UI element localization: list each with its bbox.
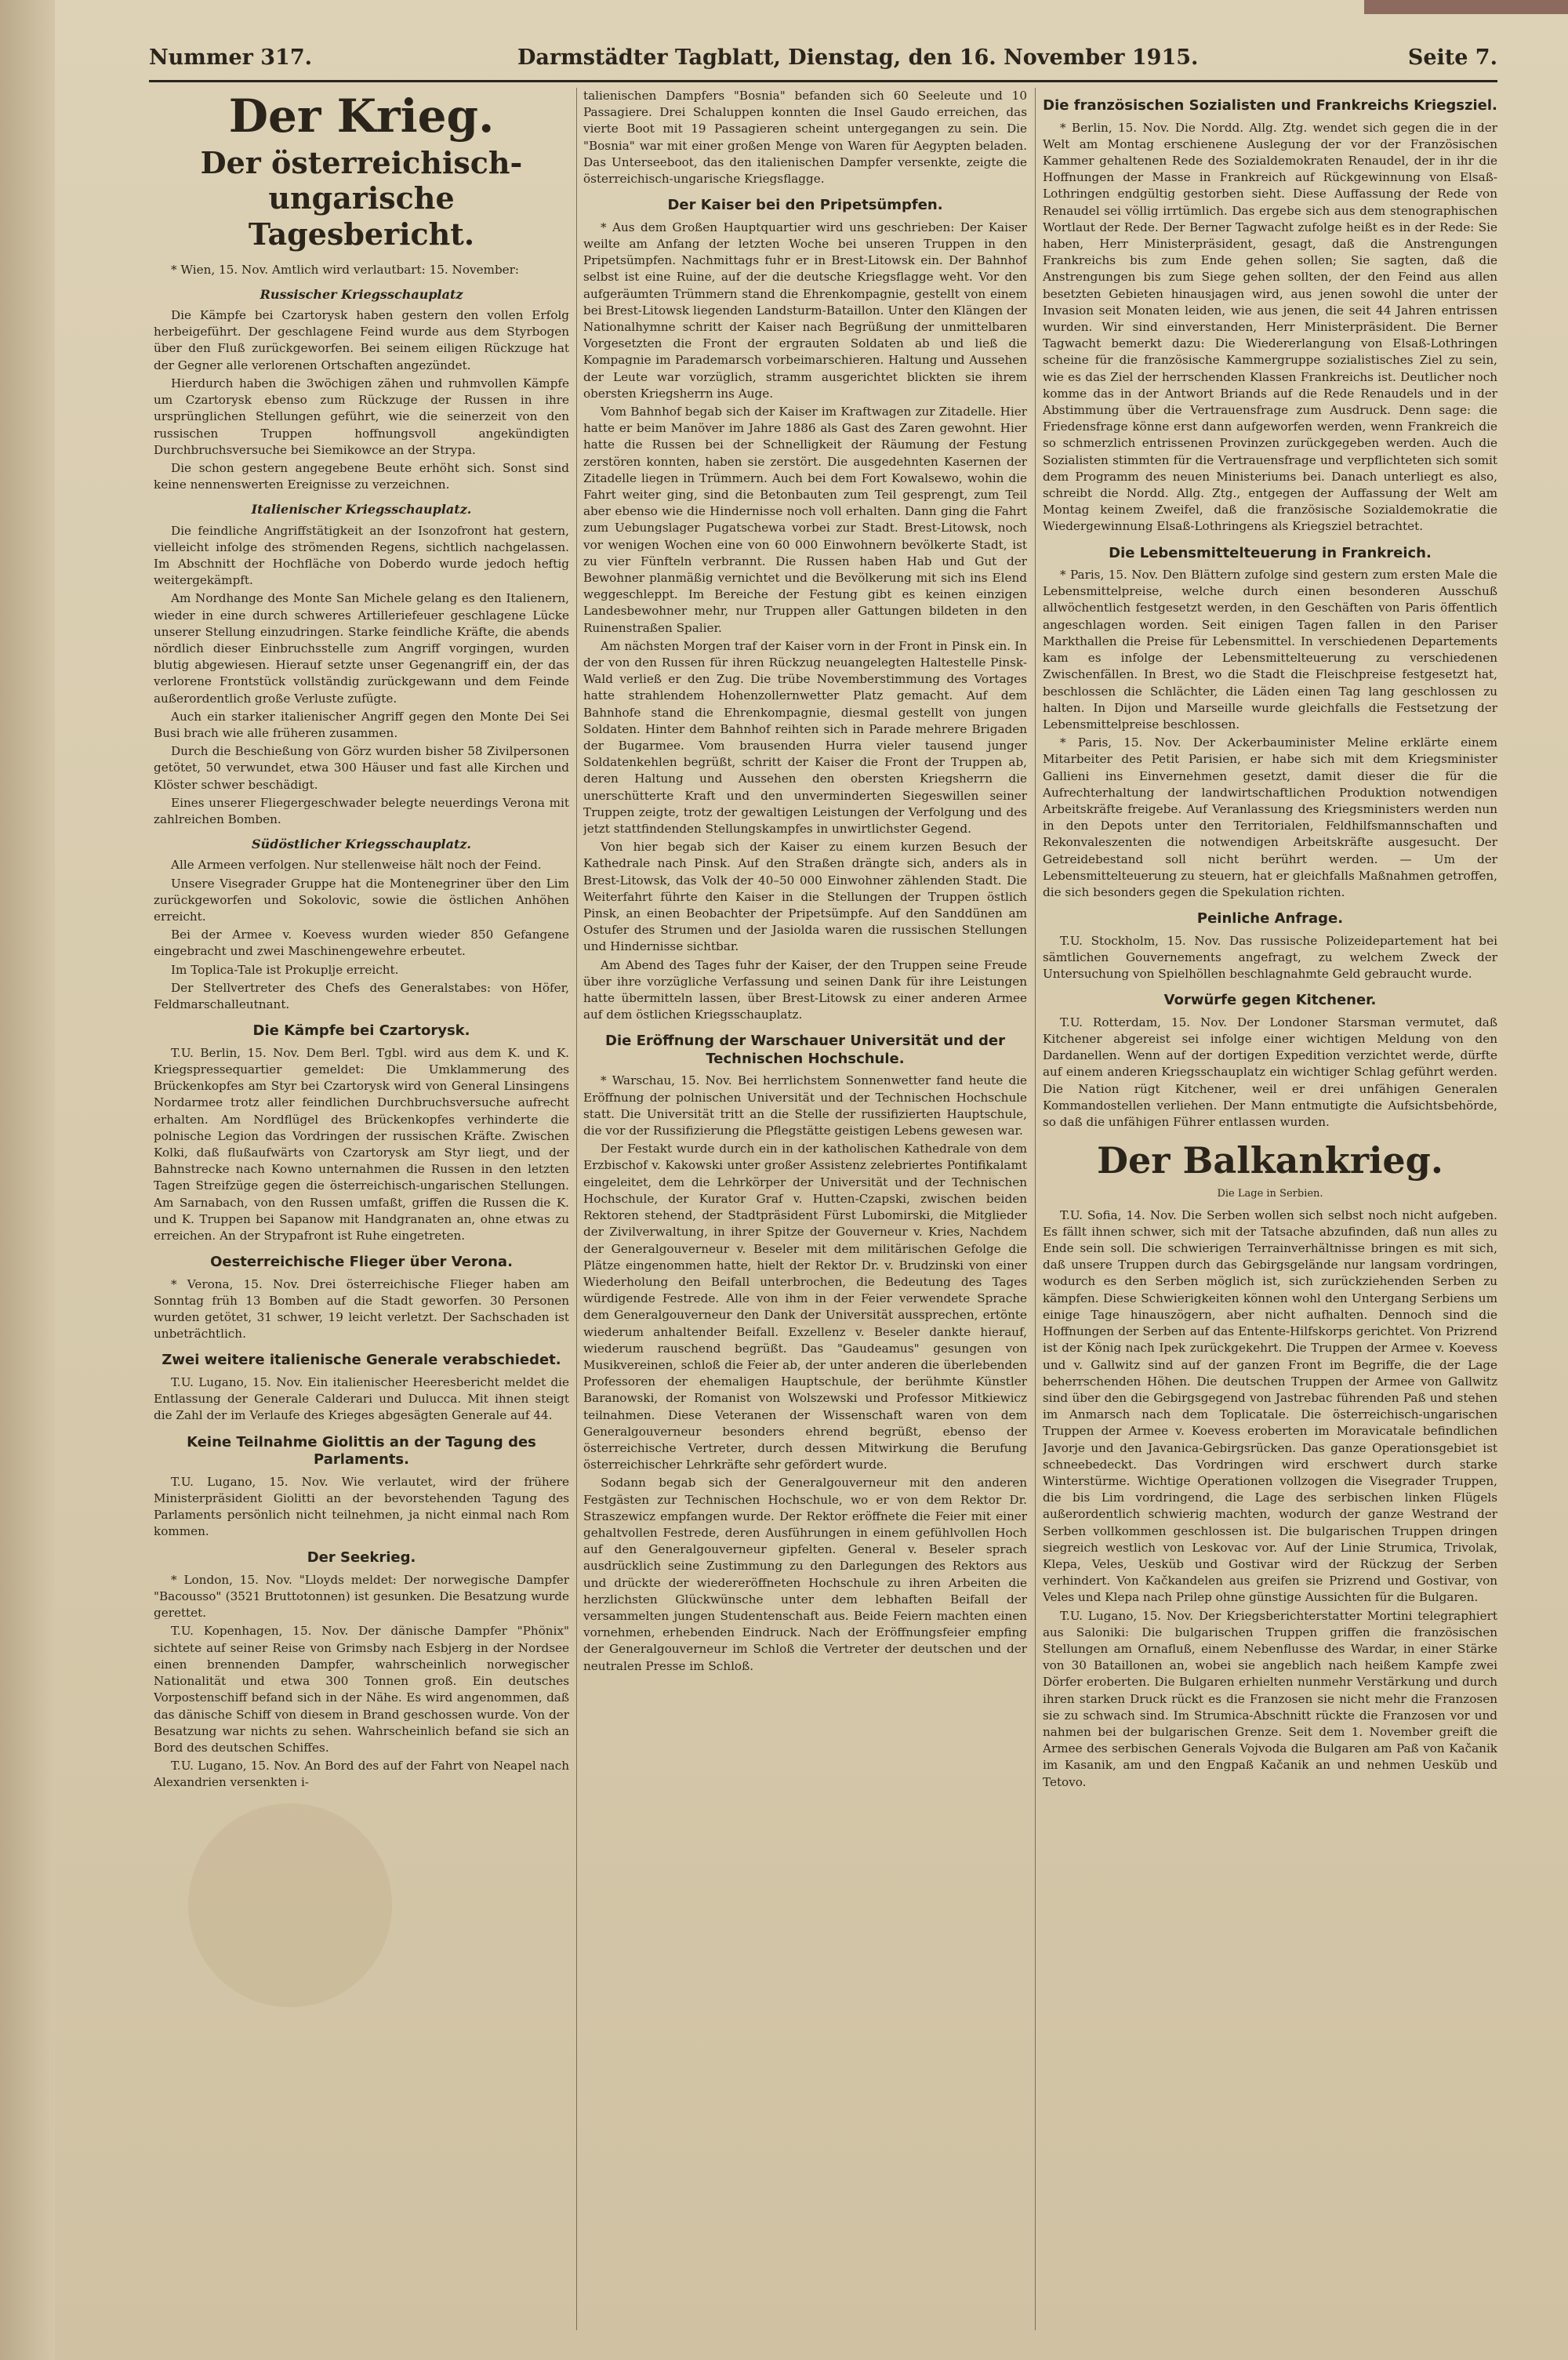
article-paragraph: * Paris, 15. Nov. Der Ackerbauminister Meline erklärte einem Mitarbeiter des Petit Parisien, er habe sich mit dem Kriegsminister Gallieni ins Einvernehmen gesetzt, damit dieser die für die Aufrechterhaltung der landwirtschaftlichen Produktion notwendigen Arbeitskräfte freigebe. Auf Veranlassung des Kriegsministers werden nun in den Depots unter den Territorialen, Feldhilfsmannschaften und Rekonvaleszenten die notwendigen Arbeitskräfte ausgesucht. Der Getreidebestand soll nicht berührt werden. — Um der Lebensmittelteuerung zu steuern, hat er gleichfalls Maßnahmen getroffen, die sich besonders gegen die Spekulation richten.: [1043, 735, 1497, 899]
column-divider: [576, 88, 577, 2330]
article-paragraph: Am Abend des Tages fuhr der Kaiser, der den Truppen seine Freude über ihre vorzügliche Verfassung und seinen Dank für ihre Leistungen hatte übermitteln lassen, über Brest-Litowsk zu einer anderen Armee auf dem östlichen Kriegsschauplatz.: [583, 957, 1027, 1022]
article-paragraph: Eines unserer Fliegergeschwader belegte neuerdings Verona mit zahlreichen Bomben.: [154, 795, 569, 826]
article-headline: Keine Teilnahme Giolittis an der Tagung des Parlaments.: [187, 1433, 536, 1469]
section-heading: Italienischer Kriegsschauplatz.: [251, 502, 472, 517]
article-paragraph: T.U. Sofia, 14. Nov. Die Serben wollen sich selbst noch nicht aufgeben. Es fällt ihnen schwer, sich mit der Tatsache abzufinden, daß nun alles zu Ende sein soll. Die schwierigen Terrainverhältnisse bringen es mit sich, daß unsere Truppen durch das Gebirgsgelände nur langsam vordringen, wodurch es den Serben möglich ist, sich zurückziehenden Serben zu kämpfen. Diese Schwierigkeiten können wohl den Untergang Serbiens um einige Tage hinauszögern, aber nicht aufhalten. Dennoch sind die Hoffnungen der Serben auf das Entente-Hilfskorps gerichtet. Von Prizrend ist der König nach Ipek zurückgekehrt. Die Truppen der Armee v. Koevess und v. Gallwitz sind auf der ganzen Front im Begriffe, die der Lage beherrschenden Höhen. Die deutschen Truppen der Armee von Gallwitz sind über den die Gebirgsgegend von Jastrebac führenden Paß und stehen im Anmarsch nach dem Toplicatale. Die österreichisch-ungarischen Truppen der Armee v. Koevess eroberten im Moravicatale befindlichen Javorje und den Javanica-Gebirgsrücken. Das ganze Operationsgebiet ist schneebedeckt. Das Vordringen wird erschwert durch starke Winterstürme. Wichtige Operationen vollzogen die Visegrader Truppen, die bis Lim vordringend, die Lage des serbischen linken Flügels außerordentlich schwierig machten, wodurch der ganze Westrand der Serben vollkommen geschlossen ist. Die bulgarischen Truppen dringen siegreich westlich von Leskovac vor. Auf der Linie Strumica, Trivolak, Klepa, Veles, Uesküb und Gostivar wird der Rückzug der Serben verhindert. Von Kačkandelen aus greifen sie Prizrend und Gostivar, von Veles und Klepa nach Prilep ohne günstige Aussichten für die Bulgaren.: [1043, 1207, 1497, 1605]
article-headline: Peinliche Anfrage.: [1196, 910, 1344, 928]
article-paragraph: * Paris, 15. Nov. Den Blättern zufolge sind gestern zum ersten Male die Lebensmittelpreise, welche durch einen besonderen Ausschuß allwöchentlich festgesetzt werden, in den Geschäften von Paris öffentlich angeschlagen worden. Seit einigen Tagen fallen in den Pariser Markthallen die Preise für Lebensmittel. In verschiedenen Departements kam es infolge der Lebensmittelteuerung zu verschiedenen Zwischenfällen. In Brest, wo die Stadt die Fleischpreise festgesetzt hat, beschlossen die Schlächter, die Läden einen Tag lang geschlossen zu halten. In Dijon und Marseille wurde gleichfalls die Festsetzung der Lebensmittelpreise beschlossen.: [1043, 568, 1497, 732]
article-paragraph: Im Toplica-Tale ist Prokuplje erreicht.: [171, 962, 399, 977]
article-paragraph: Von hier begab sich der Kaiser zu einem kurzen Besuch der Kathedrale nach Pinsk. Auf den Straßen drängte sich, anders als in Brest-Litowsk, das Volk der 40–50 000 Einwohner zählenden Stadt. Die Weiterfahrt führte den Kaiser in die Stellungen der Truppen östlich Pinsk, an einen Beobachter der Pripetsümpfe. Auf den Sanddünen am Ostufer des Strumen und der Jasiolda waren die russischen Stellungen und Hindernisse sichtbar.: [583, 840, 1027, 954]
article-paragraph: T.U. Berlin, 15. Nov. Dem Berl. Tgbl. wird aus dem K. und K. Kriegspressequartier gemeldet: Die Umklammerung des Brückenkopfes am Styr bei Czartorysk wird von General Linsingens Nordarmee trotz aller feindlichen Durchbruchsversuche aufrecht erhalten. Am Nordflügel des Brückenkopfes verhinderte die polnische Legion das Vordringen der russischen Kräfte. Zwischen Kolki, daß flußaufwärts von Czartorysk am Styr liegt, und der Bahnstrecke nach Kowno unternahmen die Russen in den letzten Tagen Streifzüge gegen die österreichisch-ungarischen Stellungen. Am Sarnabach, von den Russen umfaßt, griffen die Russen die K. und K. Truppen bei Sapanow mit Handgranaten an, ohne etwas zu erreichen. An der Strypafront ist Ruhe eingetreten.: [154, 1045, 569, 1243]
column-2: [583, 88, 1027, 2338]
section-heading: Südöstlicher Kriegsschauplatz.: [251, 837, 471, 852]
article-paragraph: T.U. Lugano, 15. Nov. Ein italienischer Heeresbericht meldet die Entlassung der Generale Calderari und Dulucca. Mit ihnen steigt die Zahl der im Verlaufe des Krieges abgesägten Generale auf 44.: [154, 1374, 569, 1423]
article-paragraph: Die feindliche Angriffstätigkeit an der Isonzofront hat gestern, vielleicht infolge des strömenden Regens, sichtlich nachgelassen. Im Abschnitt der Hochfläche von Doberdo wurde jedoch heftig weitergekämpft.: [154, 523, 569, 588]
article-paragraph: T.U. Rotterdam, 15. Nov. Der Londoner Starsman vermutet, daß Kitchener abgereist sei infolge einer wichtigen Meldung von den Dardanellen. Wenn auf der dortigen Expedition verzichtet werde, dürfte auf einem anderen Kriegsschauplatz ein wichtiger Schlag geführt werden. Die Nation rügt Kitchener, weil er drei unfähigen Generalen Kommandostellen verliehen. Der Mann entmutigte die Aufsichtsbehörde, so daß die unfähigen Führer entlassen wurden.: [1043, 1015, 1497, 1129]
article-headline: Oesterreichische Flieger über Verona.: [210, 1254, 513, 1271]
article-paragraph: * Berlin, 15. Nov. Die Nordd. Allg. Ztg. wendet sich gegen die in der Welt am Montag erschienene Auslegung der vor der Französischen Kammer gehaltenen Rede des Sozialdemokraten Renaudel, der in ihr die Hoffnungen der Masse in Frankreich auf Rückgewinnung von Elsaß-Lothringen endgültig gestorben sieht. Diese Auffassung der Rede von Renaudel sei völlig irrtümlich. Das ergebe sich aus dem stenographischen Wortlaut der Rede. Der Berner Tagwacht zufolge heißt es in der Rede: Sie haben, Herr Ministerpräsident, gesagt, daß die Anstrengungen Frankreichs bis zum Ende gehen sollen; Sie sagten, daß die Anstrengungen bis zum Siege gehen sollten, der den Feind aus allen besetzten Gebieten hinausjagen wird, aus jenen sowohl die unter der Invasion seit Monaten leiden, wie aus jenen, die seit 44 Jahren entrissen wurden. Wir sind einverstanden, Herr Ministerpräsident. Die Berner Tagwacht bemerkt dazu: Die Wiedererlangung von Elsaß-Lothringen scheine für die französische Kammergruppe sozialistisches Ziel zu sein, wie es das Ziel der herrschenden Klassen Frankreichs ist. Deutlicher noch komme das in der Antwort Briands auf die Rede Renaudels und in der Abstimmung über die Vertrauensfrage zum Ausdruck. Denn sage: die Friedensfrage könne erst dann aufgeworfen werden, wenn Frankreich die so schmerzlich entrissenen Provinzen zurückgegeben werden. Auch die Sozialisten stimmten für die Vertrauensfrage und verpflichteten sich somit dem Programm des neuen Ministeriums bei. Danach unterliegt es also, schreibt die Nordd. Allg. Ztg., entgegen der Auffassung der Welt am Montag keinem Zweifel, daß die französische Sozialdemokratie die Wiedergewinnung Elsaß-Lothringens als Kriegsziel betrachtet.: [1043, 120, 1497, 534]
report-headline: Der österreichisch-ungarische Tagesbericht.: [200, 144, 523, 252]
article-paragraph: T.U. Lugano, 15. Nov. Der Kriegsberichterstatter Mortini telegraphiert aus Saloniki: Die bulgarischen Truppen griffen die französischen Stellungen am Ornafluß, einem Nebenflusse des Wardar, in einer Stärke von 30 Bataillonen an, wobei sie angeblich nach heißem Kampfe zwei Dörfer eroberten. Die Bulgaren erhielten nunmehr Verstärkung und durch ihren starken Druck rückt es die Franzosen sie nicht mehr die Franzosen sie zu schwach sind. Im Strumica-Abschnitt rückte die Franzosen vor und nahmen bei der bulgarischen Grenze. Seit dem 1. November greift die Armee des serbischen Generals Vojvoda die Bulgaren am Paß von Kačanik im Kasanik, am und den Engpaß Kačanik an und nehmen Uesküb und Tetovo.: [1043, 1608, 1497, 1789]
article-headline: Die Lebensmittelteuerung in Frankreich.: [1109, 544, 1432, 561]
article-paragraph: * Wien, 15. Nov. Amtlich wird verlautbart: 15. November:: [171, 262, 520, 277]
newspaper-dateline: Darmstädter Tagblatt, Dienstag, den 16. November 1915.: [517, 45, 1199, 70]
article-paragraph: Auch ein starker italienischer Angriff gegen den Monte Dei Sei Busi brach wie alle früheren zusammen.: [154, 709, 569, 740]
column-1: [154, 88, 569, 2338]
article-paragraph: Vom Bahnhof begab sich der Kaiser im Kraftwagen zur Zitadelle. Hier hatte er beim Manöver im Jahre 1886 als Gast des Zaren gewohnt. Hier hatte die Russen bei der Schnelligkeit der Räumung der Festung zerstören konnten, haben sie zerstört. Die ausgedehnten Kasernen der Zitadelle liegen in Trümmern. Auch bei dem Fort Kowalsewo, wohin die Fahrt weiter ging, sind die Betonbauten zum Teil gesprengt, zum Teil aber ebenso wie die Hindernisse noch voll erhalten. Dann ging die Fahrt zum Uebungslager Pugatschewa vorbei zur Stadt. Brest-Litowsk, noch vor wenigen Wochen eine von 60 000 Einwohnern bevölkerte Stadt, ist zu vier Fünfteln verbrannt. Die Russen haben Hab und Gut der Bewohner planmäßig vernichtet und die Bevölkerung mit sich ins Elend weggeschleppt. Im Bereiche der Festung gibt es keinen einzigen Landesbewohner mehr, nur Truppen aller Gattungen bildeten in den Ruinenstraßen Spalier.: [583, 404, 1027, 635]
article-paragraph: T.U. Lugano, 15. Nov. Wie verlautet, wird der frühere Ministerpräsident Giolitti an der bevorstehenden Tagung des Parlaments persönlich nicht teilnehmen, ja nicht einmal nach Rom kommen.: [154, 1474, 569, 1539]
masthead: [149, 45, 1497, 77]
article-headline: Die Eröffnung der Warschauer Universität und der Technischen Hochschule.: [605, 1033, 1005, 1067]
article-paragraph: Die Kämpfe bei Czartorysk haben gestern den vollen Erfolg herbeigeführt. Der geschlagene Feind wurde aus dem Styrbogen über den Fluß zurückgeworfen. Bei seinem eiligen Rückzuge hat der Gegner alle verlorenen Ortschaften angezündet.: [154, 308, 569, 372]
page-corner-strip: [1364, 0, 1568, 14]
article-headline: Der Kaiser bei den Pripetsümpfen.: [667, 197, 943, 214]
balkan-subheading: Die Lage in Serbien.: [1217, 1188, 1323, 1200]
article-paragraph: Der Stellvertreter des Chefs des Generalstabes: von Höfer, Feldmarschalleutnant.: [154, 980, 569, 1011]
article-paragraph: Bei der Armee v. Koevess wurden wieder 850 Gefangene eingebracht und zwei Maschinengewehre erbeutet.: [154, 928, 569, 959]
article-paragraph: Der Festakt wurde durch ein in der katholischen Kathedrale von dem Erzbischof v. Kakowski unter großer Assistenz zelebriertes Pontifikalamt eingeleitet, dem die Lehrkörper der Universität und der Technischen Hochschule, der Kurator Graf v. Hutten-Czapski, zwischen beiden Rektoren stehend, der Stadtpräsident Fürst Lubomirski, die Mitglieder der Zivilverwaltung, in ihrer Spitze der Gouverneur v. Kries, Nachdem der Generalgouverneur v. Beseler mit dem militärischen Gefolge die Plätze eingenommen hatte, hielt der Rektor Dr. v. Brudzinski von einer Wiederholung den Beifall unterbrochen, die Bedeutung des Tages würdigende Festrede. Alle von ihm in der Feier verwendete Sprache dem Generalgouverneur den Dank der Universität aussprechen, ertönte wiederum anhaltender Beifall. Exzellenz v. Beseler dankte hierauf, wiederum rauschend begrüßt. Das "Gaudeamus" gesungen von Musikvereinen, schloß die Feier ab, der unter anderen die überlebenden Professoren der ehemaligen Hauptschule, der berühmte Künstler Baranowski, der Romanist von Wolszewski und Professor Mitkiewicz teilnahmen. Diese Veteranen der Wissenschaft waren von dem Generalgouverneur besonders ehrend begrüßt, ebenso der österreichische Vertreter, durch dessen Mitwirkung die Berufung österreichischer Lehrkräfte sehr gefördert wurde.: [583, 1142, 1027, 1472]
article-paragraph: Unsere Visegrader Gruppe hat die Montenegriner über den Lim zurückgeworfen und Sokolovic, sowie die östlichen Anhöhen erreicht.: [154, 876, 569, 924]
article-headline: Vorwürfe gegen Kitchener.: [1163, 992, 1377, 1009]
issue-number: Nummer 317.: [149, 45, 313, 70]
article-headline: Die französischen Sozialisten und Frankreichs Kriegsziel.: [1043, 97, 1497, 114]
article-headline: Die Kämpfe bei Czartorysk.: [252, 1022, 470, 1040]
article-paragraph: Am nächsten Morgen traf der Kaiser vorn in der Front in Pinsk ein. In der von den Russen für ihren Rückzug neuangelegten Haltestelle Pinsk-Wald verließ er den Zug. Die trübe Novemberstimmung des Vortages hatte strahlendem Hohenzollernwetter Platz gemacht. Auf dem Bahnhofe stand die Ehrenkompagnie, diesmal gestellt von jungen Soldaten. Hinter dem Bahnhof reihten sich in Parade mehrere Brigaden der Bugarmee. Vom brausenden Hurra vieler tausend junger Soldatenkehlen begrüßt, schritt der Kaiser die Front der Truppen ab, deren Haltung und Aussehen den obersten Kriegsherrn die unerschütterte Kraft und den unverminderten Siegeswillen seiner Truppen zeigte, trotz der gewaltigen Leistungen der Verfolgung und des jetzt stattfindenden Stellungskampfes in unwirtlichster Gegend.: [583, 638, 1027, 837]
balkan-headline: Der Balkankrieg.: [1097, 1139, 1443, 1182]
article-paragraph: talienischen Dampfers "Bosnia" befanden sich 60 Seeleute und 10 Passagiere. Drei Schaluppen konnten die Insel Gaudo erreichen, das vierte Boot mit 19 Passagieren scheint untergegangen zu sein. Die "Bosnia" war mit einer großen Menge von Waren für Aegypten beladen. Das Unterseeboot, das den italienischen Dampfer versenkte, zeigte die österreichisch-ungarische Kriegsflagge.: [583, 89, 1027, 187]
section-heading: Russischer Kriegsschauplatz: [260, 286, 463, 302]
main-headline: Der Krieg.: [228, 89, 495, 143]
page-number: Seite 7.: [1407, 45, 1497, 70]
article-paragraph: T.U. Kopenhagen, 15. Nov. Der dänische Dampfer "Phönix" sichtete auf seiner Reise von Grimsby nach Esbjerg in der Nordsee einen brennenden Dampfer, wahrscheinlich norwegischer Nationalität und etwa 300 Tonnen groß. Ein deutsches Vorpostenschiff befand sich in der Nähe. Es wird angenommen, daß das dänische Schiff von diesem in Brand geschossen wurde. Von der Besatzung war nichts zu sehen. Wahrscheinlich befand sie sich an Bord des deutschen Schiffes.: [154, 1624, 569, 1755]
page-left-edge: [0, 0, 55, 2360]
article-paragraph: Durch die Beschießung von Görz wurden bisher 58 Zivilpersonen getötet, 50 verwundet, etwa 300 Häuser und fast alle Kirchen und Klöster schwer beschädigt.: [154, 744, 569, 792]
article-paragraph: Am Nordhange des Monte San Michele gelang es den Italienern, wieder in eine durch schweres Artilleriefeuer geschlagene Lücke unserer Stellung einzudringen. Starke feindliche Kräfte, die abends nördlich dieser Einbruchsstelle zum Angriff vorgingen, wurden blutig abgewiesen. Hierauf setzte unser Gegenangriff ein, der das verlorene Frontstück vollständig zurückgewann und dem Feinde außerordentlich große Verluste zufügte.: [154, 591, 569, 706]
article-paragraph: Sodann begab sich der Generalgouverneur mit den anderen Festgästen zur Technischen Hochschule, wo er von dem Rektor Dr. Straszewicz empfangen wurde. Der Rektor eröffnete die Feier mit einer gehaltvollen Festrede, deren Ausführungen in einem gefühlvollen Hoch auf den Generalgouverneur gipfelten. General v. Beseler sprach ausdrücklich seine Zustimmung zu den Darlegungen des Rektors aus und drückte der wiedereröffneten Hochschule zu ihren Arbeiten die herzlichsten Glückwünsche unter dem lebhaften Beifall der versammelten jungen Studentenschaft aus. Beide Feiern machten einen vornehmen, erhebenden Eindruck. Nach der Eröffnungsfeier empfing der Generalgouverneur im Schloß die Vertreter der deutschen und der neutralen Presse im Schloß.: [583, 1476, 1027, 1673]
article-paragraph: * Verona, 15. Nov. Drei österreichische Flieger haben am Sonntag früh 13 Bomben auf die Stadt geworfen. 30 Personen wurden getötet, 31 schwer, 19 leicht verletzt. Der Sachschaden ist unbeträchtlich.: [154, 1276, 569, 1342]
article-paragraph: Die schon gestern angegebene Beute erhöht sich. Sonst sind keine nennenswerten Ereignisse zu verzeichnen.: [154, 460, 569, 492]
article-paragraph: T.U. Stockholm, 15. Nov. Das russische Polizeidepartement hat bei sämtlichen Gouvernements angefragt, zu welchem Zweck der Untersuchung von Spielhöllen beschlagnahmte Geld gebraucht wurde.: [1043, 933, 1497, 982]
article-paragraph: Hierdurch haben die 3wöchigen zähen und ruhmvollen Kämpfe um Czartorysk ebenso zum Rückzuge der Russen in ihre ursprünglichen Stellungen geführt, wie die seinerzeit von den russischen Truppen hoffnungsvoll angekündigten Durchbruchsversuche bei Siemikowce an der Strypa.: [154, 376, 569, 457]
column-divider: [1035, 88, 1036, 2330]
article-paragraph: * Aus dem Großen Hauptquartier wird uns geschrieben: Der Kaiser weilte am Anfang der letzten Woche bei unseren Truppen in den Pripetsümpfen. Nachmittags fuhr er in Brest-Litowsk ein. Der Bahnhof selbst ist eine Ruine, auf der die deutsche Kriegsflagge weht. Vor den aufgeräumten Trümmern stand die Ehrenkompagnie, gestellt von einem bei Brest-Litowsk liegenden Landsturm-Bataillon. Unter den Klängen der Nationalhymne schritt der Kaiser nach Begrüßung der unmittelbaren Vorgesetzten die Front der ergrauten Soldaten ab und ließ die Kompagnie im Parademarsch vorbeimarschieren. Haltung und Aussehen der Leute war vorzüglich, stramm ausgerichtet blickten sie ihrem obersten Kriegsherrn ins Auge.: [583, 220, 1027, 401]
article-paragraph: * Warschau, 15. Nov. Bei herrlichstem Sonnenwetter fand heute die Eröffnung der polnischen Universität und der Technischen Hochschule statt. Die Universität tritt an die Stelle der russifizierten Hauptschule, die vor der Russifizierung die Pflegstätte geistigen Lebens gewesen war.: [583, 1073, 1027, 1138]
article-headline: Der Seekrieg.: [307, 1549, 416, 1567]
article-paragraph: * London, 15. Nov. "Lloyds meldet: Der norwegische Dampfer "Bacousso" (3521 Bruttotonnen) ist gesunken. Die Besatzung wurde gerettet.: [154, 1572, 569, 1621]
article-paragraph: T.U. Lugano, 15. Nov. An Bord des auf der Fahrt von Neapel nach Alexandrien versenkten i-: [154, 1759, 569, 1790]
header-rule: [149, 80, 1497, 82]
article-paragraph: Alle Armeen verfolgen. Nur stellenweise hält noch der Feind.: [171, 858, 542, 873]
article-headline: Zwei weitere italienische Generale verabschiedet.: [162, 1352, 561, 1369]
column-3: [1043, 88, 1497, 2338]
